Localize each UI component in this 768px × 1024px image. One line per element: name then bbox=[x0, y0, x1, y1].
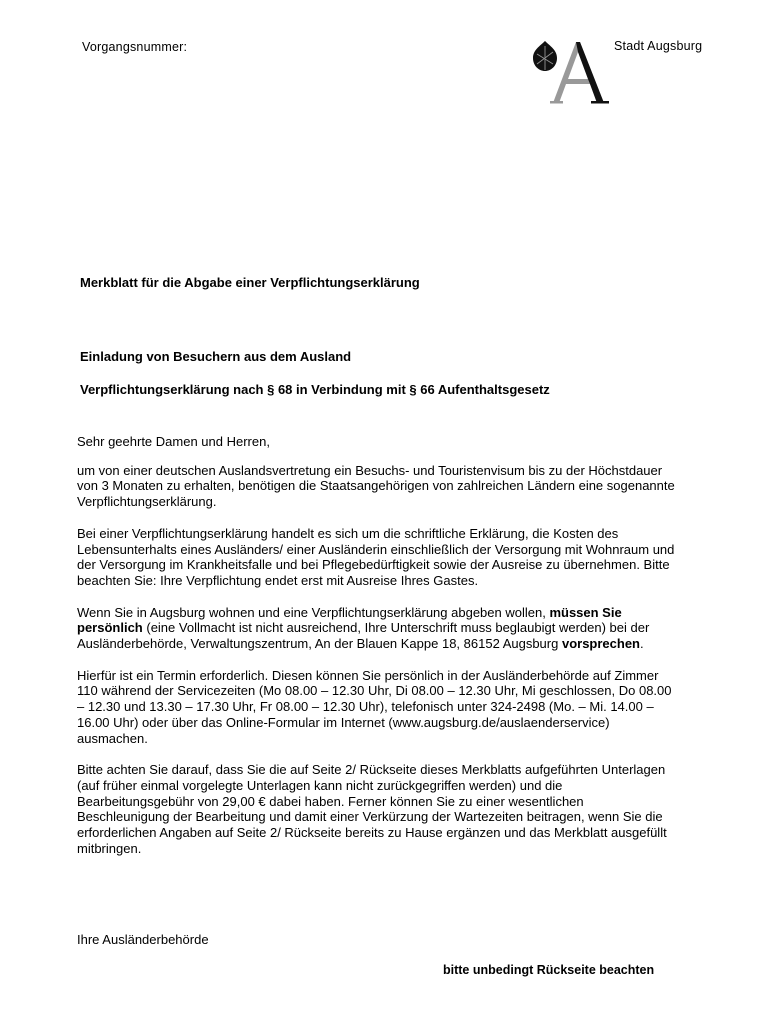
signature: Ihre Ausländerbehörde bbox=[77, 932, 209, 947]
paragraph-in-person bbox=[77, 605, 677, 652]
footer-note: bitte unbedingt Rückseite beachten bbox=[443, 963, 655, 977]
paragraph-definition: Bei einer Verpflichtungserklärung handelt es sich um die schriftliche Erklärung, die Kosten des Lebensunterhalts eines Ausländers/ einer Ausländerin einschließlich der Versorgung mit Wohnraum und der Versorgung im Krankheitsfalle und bei Pflegebedürftigkeit sowie der Ausreise zu übernehmen. Bitte beachten Sie: Ihre Verpflichtung endet erst mit Ausreise Ihres Gastes. bbox=[77, 525, 675, 588]
case-number-label: Vorgangsnummer: bbox=[82, 40, 188, 54]
p3-text-a: Wenn Sie in Augsburg wohnen und eine Verpflichtungserklärung abgeben wollen, bbox=[77, 604, 550, 620]
law-heading: Verpflichtungserklärung nach § 68 in Verbindung mit § 66 Aufenthaltsgesetz bbox=[80, 382, 550, 397]
city-logo bbox=[528, 38, 616, 106]
invitation-heading: Einladung von Besuchern aus dem Ausland bbox=[80, 349, 352, 364]
paragraph-visa: um von einer deutschen Auslandsvertretung ein Besuchs- und Touristenvisum bis zu der Höchstdauer von 3 Monaten zu erhalten, benötigen die Staatsangehörigen von zahlreichen Ländern eine sogenannte Verpflichtungserklärung. bbox=[77, 462, 675, 510]
p3-text-e: . bbox=[640, 636, 644, 652]
paragraph-appointment: Hierfür ist ein Termin erforderlich. Diesen können Sie persönlich in der Ausländerbehörde auf Zimmer 110 während der Servicezeiten (Mo 08.00 – 12.30 Uhr, Di 08.00 – 12.30 Uhr, Mi geschlossen, Do 08.00 – 12.30 und 13.30 – 17.30 Uhr, Fr 08.00 – 12.30 Uhr), telefonisch unter 324-2498 (Mo. – Mi. 14.00 – 16.00 Uhr) oder über das Online-Formular im Internet (www.augsburg.de/auslaenderservice) ausmachen. bbox=[77, 667, 672, 746]
p3-text-c: (eine Vollmacht ist nicht ausreichend, Ihre Unterschrift muss beglaubigt werden) bei der Ausländerbehörde, Verwaltungszentrum, An der Blauen Kappe 18, 86152 Augsburg bbox=[77, 620, 650, 652]
paragraph-documents: Bitte achten Sie darauf, dass Sie die auf Seite 2/ Rückseite dieses Merkblatts aufgeführten Unterlagen (auf früher einmal vorgelegte Unterlagen kann nicht zurückgegriffen werden) und die Bearbeitungsgebühr von 29,00 € dabei haben. Ferner können Sie zu einer wesentlichen Beschleunigung der Bearbeitung und damit einer Verkürzung der Wartezeiten beitragen, wenn Sie die erforderlichen Angaben auf Seite 2/ Rückseite bereits zu Hause ergänzen und das Merkblatt ausgefüllt mitbringen. bbox=[77, 762, 667, 856]
p3-emphasis-appear: vorsprechen bbox=[561, 636, 641, 652]
augsburg-pinecone-logo-icon bbox=[528, 38, 616, 106]
p3-emphasis-personally: müssen Sie persönlich bbox=[77, 604, 622, 636]
letter-body bbox=[77, 434, 677, 872]
greeting: Sehr geehrte Damen und Herren, bbox=[77, 434, 270, 449]
city-name: Stadt Augsburg bbox=[614, 39, 703, 53]
leaflet-title: Merkblatt für die Abgabe einer Verpflichtungserklärung bbox=[80, 275, 420, 290]
